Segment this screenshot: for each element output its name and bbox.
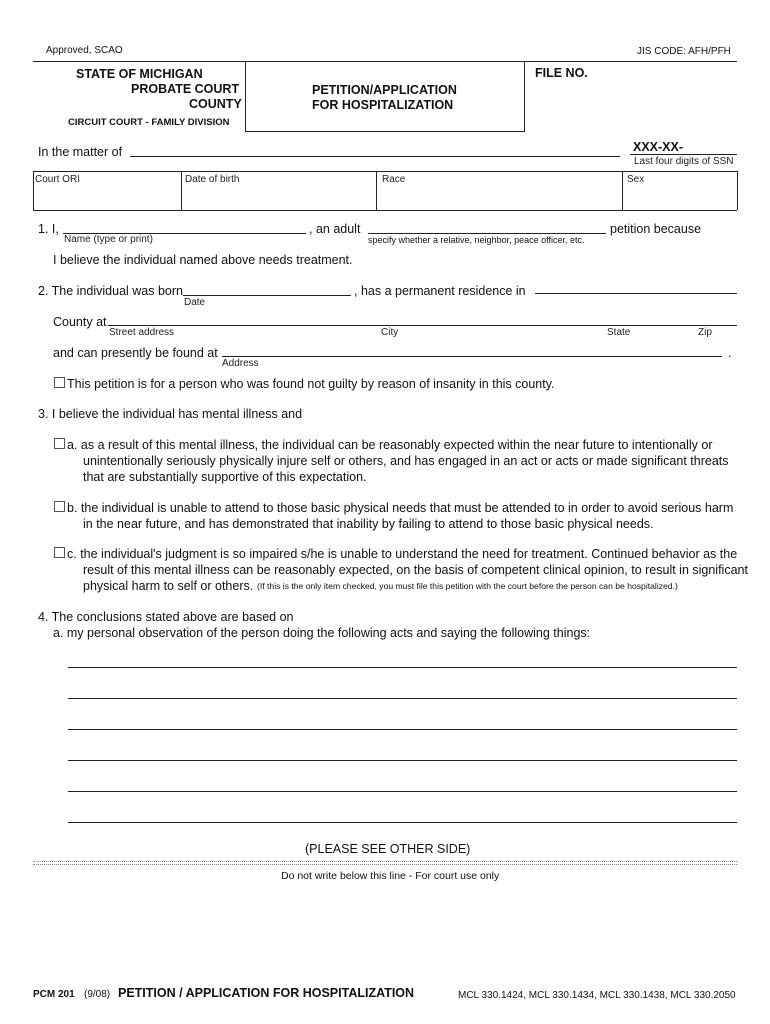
item1-number: 1. I, [38,222,59,236]
info-table-bottom [33,210,737,211]
residence-text: , has a permanent residence in [354,284,526,298]
info-table-top [33,171,737,172]
item3-intro: 3. I believe the individual has mental illness and [38,407,303,421]
ssn-caption: Last four digits of SSN [634,156,734,167]
info-table-div3 [622,171,623,210]
file-no-label: FILE NO. [535,66,588,80]
believe-text: I believe the individual named above needs treatment. [53,253,353,267]
form-title-line2: FOR HOSPITALIZATION [312,98,454,112]
county-label: COUNTY [189,97,242,111]
item4a-text: a. my personal observation of the person doing the following acts and saying the following things: [53,626,591,640]
observation-line-4[interactable] [68,760,737,761]
item3b-line1: b. the individual is unable to attend to those basic physical needs that must be attended to in order to avoid serious harm [67,501,734,515]
cut-line-1 [33,861,737,862]
mcl-citations: MCL 330.1424, MCL 330.1434, MCL 330.1438, MCL 330.2050 [458,990,736,1001]
observation-line-2[interactable] [68,698,737,699]
residence-address-field[interactable] [108,325,737,326]
info-table-div1 [181,171,182,210]
petition-because-text: petition because [610,222,702,236]
item3c-note: (If this is the only item checked, you must file this petition with the court before the person can be hospitalized.) [257,581,678,591]
item3b-line2: in the near future, and has demonstrated that inability by failing to attend to those basic physical needs. [83,517,654,531]
info-table-div2 [376,171,377,210]
birth-date-field[interactable] [183,295,351,296]
county-at-text: County at [53,315,107,329]
found-at-text: and can presently be found at [53,346,218,360]
probate-court-label: PROBATE COURT [131,82,240,96]
form-title-line1: PETITION/APPLICATION [312,83,457,97]
observation-line-1[interactable] [68,667,737,668]
footer-form-title: PETITION / APPLICATION FOR HOSPITALIZATION [118,986,415,1000]
sex-label: Sex [627,174,645,185]
see-other-side: (PLEASE SEE OTHER SIDE) [305,842,471,856]
street-caption: Street address [109,327,175,338]
insanity-text: This petition is for a person who was found not guilty by reason of insanity in this county. [67,377,555,391]
dob-label: Date of birth [185,174,240,185]
item4-intro: 4. The conclusions stated above are based on [38,610,294,624]
item3a-checkbox[interactable] [54,438,65,449]
item3c-line2: result of this mental illness can be reasonably expected, on the basis of competent clinical opinion, to result in significant [83,563,748,577]
found-at-period: . [728,346,732,360]
header-divider-2 [524,61,525,131]
court-ori-label: Court ORI [35,174,81,185]
item3c-checkbox[interactable] [54,547,65,558]
name-caption: Name (type or print) [64,234,153,245]
header-bottom-rule [245,131,525,132]
item3a-line1: a. as a result of this mental illness, the individual can be reasonably expected within the near future to intentionally or [67,438,713,452]
approved-label: Approved, SCAO [46,45,123,56]
jis-code: JIS CODE: AFH/PFH [637,46,731,57]
state-label: STATE OF MICHIGAN [76,67,203,81]
ssn-prefix: XXX-XX- [633,140,684,154]
item3c-line1: c. the individual's judgment is so impaired s/he is unable to understand the need for treatment. Continued behavior as the [67,547,738,561]
matter-name-field[interactable] [130,156,620,157]
residence-county-field[interactable] [535,293,737,294]
observation-line-3[interactable] [68,729,737,730]
state-caption: State [607,327,631,338]
item2-born-text: 2. The individual was born [38,284,183,298]
an-adult-text: , an adult [309,222,361,236]
cut-line-2 [33,864,737,865]
race-label: Race [382,174,406,185]
item3a-line2: unintentionally seriously physically injure self or others, and has engaged in an act or acts or made significant threats [83,454,729,468]
header-divider-1 [245,61,246,131]
address-caption: Address [222,358,259,369]
insanity-checkbox[interactable] [54,377,65,388]
matter-label: In the matter of [38,145,123,159]
ssn-field[interactable] [630,154,737,155]
zip-caption: Zip [698,327,712,338]
info-table-left [33,171,34,210]
observation-line-5[interactable] [68,791,737,792]
item3c-line3: physical harm to self or others. [83,579,254,593]
form-date: (9/08) [84,989,111,1000]
division-label: CIRCUIT COURT - FAMILY DIVISION [68,117,230,128]
file-no-field[interactable] [600,64,730,82]
present-address-field[interactable] [222,356,722,357]
court-use-text: Do not write below this line - For court use only [281,870,500,882]
relationship-field[interactable] [368,233,606,234]
city-caption: City [381,327,399,338]
observation-line-6[interactable] [68,822,737,823]
form-id: PCM 201 [33,989,75,1000]
item3a-line3: that are substantially supportive of this expectation. [83,470,367,484]
item3b-checkbox[interactable] [54,501,65,512]
date-caption: Date [184,297,206,308]
header-top-rule [33,61,737,62]
info-table-right [737,171,738,210]
relation-caption: specify whether a relative, neighbor, peace officer, etc. [368,235,585,245]
